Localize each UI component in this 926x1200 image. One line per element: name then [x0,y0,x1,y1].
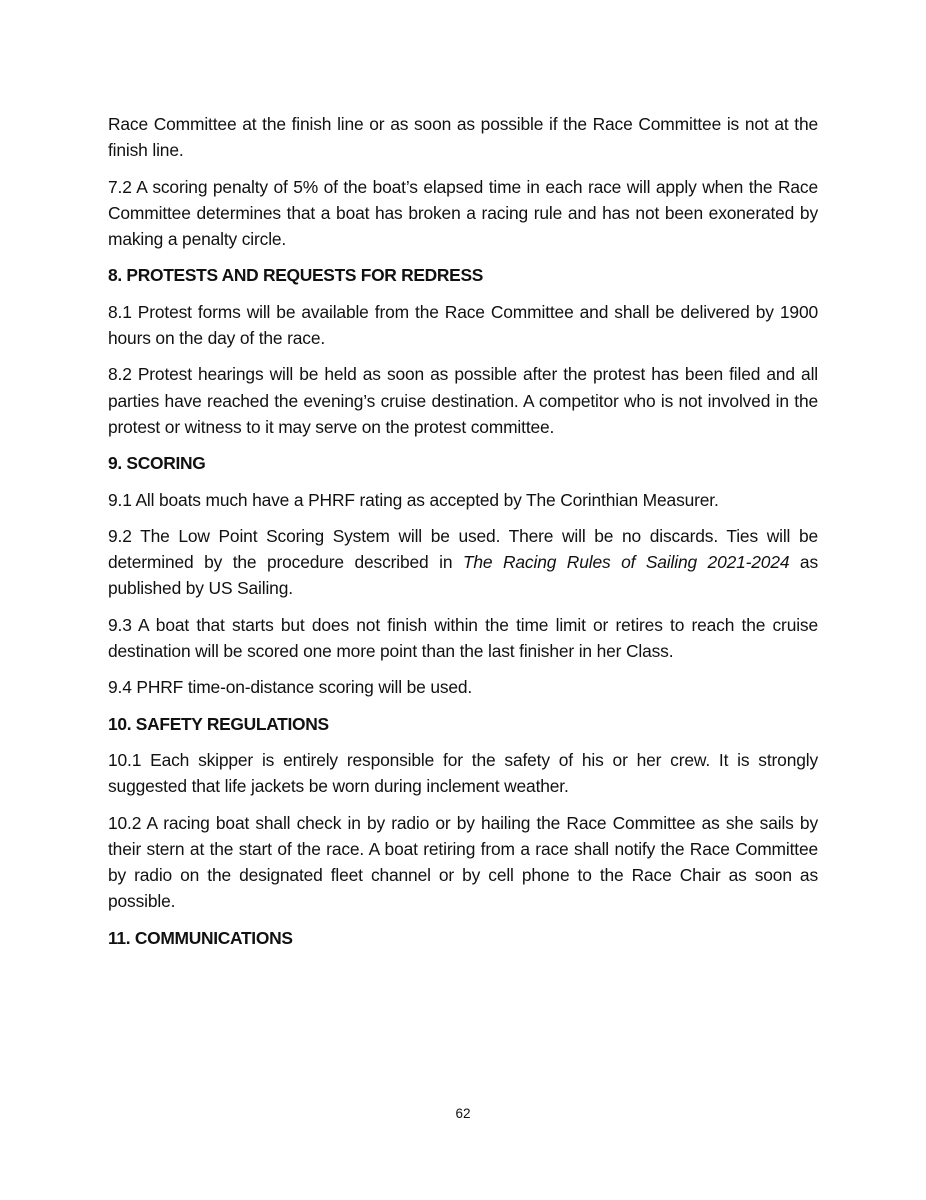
paragraph-8-2: 8.2 Protest hearings will be held as soon as possible after the protest has been filed and all parties have reached the evening’s cruise destination. A competitor who is not involved in the protest or witness to it may serve on the protest committee. [108,364,818,437]
paragraph-9-2-italic-title: The Racing Rules of Sailing 2021-2024 [462,552,790,573]
paragraph-9-1: 9.1 All boats much have a PHRF rating as accepted by The Corinthian Measurer. [108,489,719,510]
paragraph-10-2: 10.2 A racing boat shall check in by radio or by hailing the Race Committee as she sails by their stern at the start of the race. A boat retiring from a race shall notify the Race Committee by radio on the designated fleet channel or by cell phone to the Race Chair as soon as possible. [108,812,818,912]
paragraph-9-2 [108,523,818,602]
heading-section-9: 9. SCORING [108,453,206,474]
paragraph-9-2-text-after: as published by US Sailing. [108,552,819,599]
paragraph-9-2-text-before: 9.2 The Low Point Scoring System will be used. There will be no discards. Ties will be determined by the procedure described in [108,525,818,573]
paragraph-10-1: 10.1 Each skipper is entirely responsible for the safety of his or her crew. It is strongly suggested that life jackets be worn during inclement weather. [108,749,818,797]
paragraph-7-1-continuation: Race Committee at the finish line or as soon as possible if the Race Committee is not at the finish line. [108,114,818,161]
heading-section-8: 8. PROTESTS AND REQUESTS FOR REDRESS [108,265,484,286]
heading-section-10: 10. SAFETY REGULATIONS [108,713,329,734]
paragraph-9-4: 9.4 PHRF time-on-distance scoring will be used. [108,677,473,698]
paragraph-8-1: 8.1 Protest forms will be available from the Race Committee and shall be delivered by 1900 hours on the day of the race. [108,301,818,349]
paragraph-9-3: 9.3 A boat that starts but does not finish within the time limit or retires to reach the cruise destination will be scored one more point than the last finisher in her Class. [108,614,818,662]
paragraph-7-2: 7.2 A scoring penalty of 5% of the boat’s elapsed time in each race will apply when the Race Committee determines that a boat has broken a racing rule and has not been exonerated by making a penalty circle. [108,176,818,250]
heading-section-11: 11. COMMUNICATIONS [108,927,293,948]
page-number: 62 [455,1106,471,1121]
document-body [108,111,818,961]
